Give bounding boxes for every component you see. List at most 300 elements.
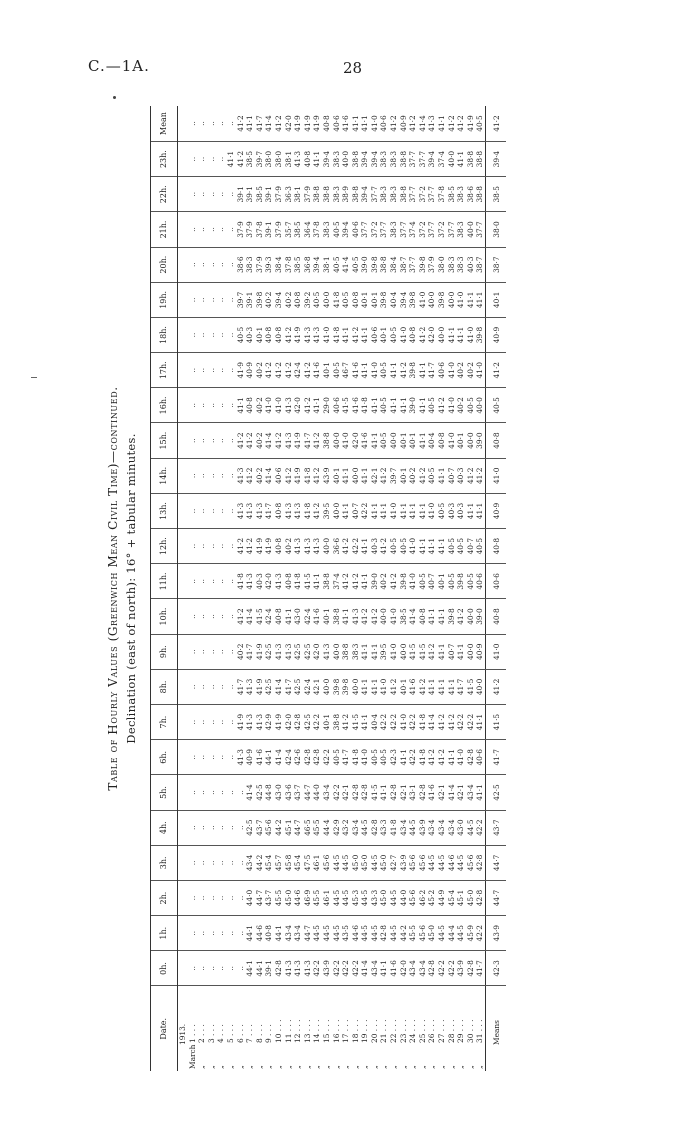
value-cell: 42·2: [312, 951, 322, 986]
value-cell: 37·8: [312, 212, 322, 247]
value-cell: 41·2: [370, 599, 380, 634]
value-cell: 41·4: [341, 247, 351, 282]
mean-value-cell: 43·7: [486, 810, 506, 845]
value-cell: 39·4: [370, 142, 380, 177]
value-cell: 40·0: [332, 423, 342, 458]
value-cell: 42·5: [293, 634, 303, 669]
value-cell: 41·1: [370, 493, 380, 528]
value-cell: 41·1: [408, 493, 418, 528]
value-cell: 43·4: [418, 951, 428, 986]
value-cell: 44·5: [332, 845, 342, 880]
value-cell: 41·1: [360, 669, 370, 704]
value-cell: 40·2: [456, 353, 466, 388]
value-cell: 42·2: [408, 740, 418, 775]
value-cell: 40·5: [389, 317, 399, 352]
value-cell: 39·0: [475, 599, 485, 634]
value-cell: 45·4: [447, 880, 457, 915]
day-number: 25: [417, 1033, 427, 1043]
month-label: „: [427, 1065, 437, 1069]
value-cell: 41·9: [293, 317, 303, 352]
value-cell: 39·8: [456, 564, 466, 599]
value-cell: 37·2: [370, 212, 380, 247]
value-cell: 41·1: [399, 740, 409, 775]
value-cell: 37·7: [370, 177, 380, 212]
month-label: „: [264, 1065, 274, 1069]
table-row: [226, 106, 236, 1071]
value-cell: ..: [207, 810, 217, 845]
value-cell: 39·4: [399, 282, 409, 317]
value-cell: 41·4: [447, 775, 457, 810]
value-cell: ..: [226, 845, 236, 880]
value-cell: 44·5: [427, 845, 437, 880]
value-cell: 39·4: [274, 282, 284, 317]
table-row: [360, 106, 370, 1071]
value-cell: 40·0: [322, 669, 332, 704]
table-row: [351, 106, 361, 1071]
value-cell: 41·7: [264, 493, 274, 528]
value-cell: 40·5: [370, 740, 380, 775]
value-cell: ..: [197, 317, 207, 352]
value-cell: 39·8: [475, 317, 485, 352]
value-cell: 39·1: [245, 177, 255, 212]
month-label: „: [379, 1065, 389, 1069]
value-cell: ..: [188, 106, 198, 142]
value-cell: 37·8: [437, 177, 447, 212]
value-cell: 40·1: [255, 317, 265, 352]
value-cell: 37·9: [274, 177, 284, 212]
value-cell: ..: [216, 705, 226, 740]
value-cell: 42·0: [399, 951, 409, 986]
value-cell: 45·9: [466, 916, 476, 951]
value-cell: 41·7: [427, 353, 437, 388]
value-cell: 41·2: [418, 317, 428, 352]
value-cell: 41·2: [236, 106, 246, 142]
value-cell: ..: [197, 599, 207, 634]
value-cell: 40·0: [447, 282, 457, 317]
value-cell: ..: [226, 282, 236, 317]
value-cell: ..: [207, 916, 217, 951]
value-cell: 44·5: [437, 916, 447, 951]
value-cell: ..: [188, 529, 198, 564]
value-cell: ..: [188, 388, 198, 423]
value-cell: 41·9: [293, 458, 303, 493]
value-cell: 40·8: [274, 493, 284, 528]
value-cell: 45·0: [466, 880, 476, 915]
value-cell: 41·2: [274, 106, 284, 142]
value-cell: 41·2: [437, 388, 447, 423]
value-cell: 42·2: [437, 951, 447, 986]
value-cell: 40·5: [475, 106, 485, 142]
value-cell: ..: [226, 951, 236, 986]
value-cell: ..: [226, 810, 236, 845]
value-cell: 41·2: [447, 106, 457, 142]
value-cell: 42·5: [264, 634, 274, 669]
value-cell: 41·3: [255, 493, 265, 528]
value-cell: 41·0: [264, 388, 274, 423]
value-cell: 39·8: [447, 599, 457, 634]
value-cell: 41·3: [284, 423, 294, 458]
value-cell: 40·7: [466, 529, 476, 564]
value-cell: 41·8: [389, 810, 399, 845]
value-cell: 43·4: [351, 810, 361, 845]
value-cell: ..: [188, 282, 198, 317]
value-cell: 40·3: [466, 247, 476, 282]
day-number: 8: [254, 1038, 264, 1043]
value-cell: 41·2: [274, 423, 284, 458]
month-label: „: [216, 1065, 226, 1069]
value-cell: ..: [226, 388, 236, 423]
value-cell: 40·2: [255, 458, 265, 493]
value-cell: 42·0: [427, 317, 437, 352]
value-cell: 39·8: [379, 282, 389, 317]
date-cell: „16 . . .: [331, 1019, 341, 1069]
hour-header: 11h.: [151, 564, 178, 599]
value-cell: 42·8: [466, 951, 476, 986]
value-cell: 41·1: [437, 599, 447, 634]
value-cell: 41·1: [236, 388, 246, 423]
value-cell: 40·6: [379, 106, 389, 142]
value-cell: 42·2: [389, 705, 399, 740]
value-cell: 41·8: [236, 564, 246, 599]
value-cell: 40·8: [274, 599, 284, 634]
value-cell: 41·2: [284, 317, 294, 352]
month-label: „: [225, 1065, 235, 1069]
value-cell: 40·0: [475, 388, 485, 423]
mean-value-cell: 44·7: [486, 845, 506, 880]
value-cell: ..: [216, 423, 226, 458]
value-cell: 41·5: [303, 564, 313, 599]
value-cell: 38·3: [456, 177, 466, 212]
value-cell: 40·8: [418, 599, 428, 634]
value-cell: 42·4: [303, 599, 313, 634]
month-label: „: [245, 1065, 255, 1069]
value-cell: 41·0: [447, 388, 457, 423]
value-cell: ..: [226, 317, 236, 352]
value-cell: ..: [226, 916, 236, 951]
value-cell: 41·2: [466, 458, 476, 493]
value-cell: 39·5: [322, 493, 332, 528]
value-cell: 42·4: [264, 599, 274, 634]
value-cell: 40·2: [255, 388, 265, 423]
value-cell: 44·6: [351, 916, 361, 951]
page-number: 28: [343, 59, 363, 77]
hour-header: 5h.: [151, 775, 178, 810]
value-cell: ..: [197, 740, 207, 775]
value-cell: 40·5: [418, 564, 428, 599]
value-cell: 42·2: [360, 493, 370, 528]
value-cell: 41·3: [236, 493, 246, 528]
value-cell: 44·5: [466, 810, 476, 845]
value-cell: 44·5: [360, 810, 370, 845]
value-cell: 41·3: [303, 529, 313, 564]
value-cell: 40·0: [466, 634, 476, 669]
value-cell: 44·2: [399, 916, 409, 951]
value-cell: 41·0: [370, 106, 380, 142]
value-cell: 42·1: [399, 775, 409, 810]
value-cell: 41·3: [303, 951, 313, 986]
value-cell: 37·8: [255, 212, 265, 247]
value-cell: 41·5: [370, 775, 380, 810]
month-label: „: [360, 1065, 370, 1069]
value-cell: 40·0: [332, 493, 342, 528]
value-cell: 38·7: [399, 247, 409, 282]
value-cell: 43·4: [322, 775, 332, 810]
value-cell: 41·1: [427, 529, 437, 564]
date-cell: „4 . . .: [216, 1024, 226, 1069]
day-number: 15: [321, 1033, 331, 1043]
value-cell: 41·1: [475, 775, 485, 810]
value-cell: 41·1: [360, 705, 370, 740]
value-cell: 40·9: [245, 353, 255, 388]
table-row: [284, 106, 294, 1071]
value-cell: ..: [188, 705, 198, 740]
value-cell: 41·3: [284, 951, 294, 986]
value-cell: 37·2: [437, 212, 447, 247]
value-cell: 42·2: [332, 951, 342, 986]
value-cell: 39·0: [475, 423, 485, 458]
value-cell: 38·5: [447, 177, 457, 212]
value-cell: ..: [226, 177, 236, 212]
value-cell: 44·5: [456, 916, 466, 951]
month-label: „: [235, 1065, 245, 1069]
value-cell: 41·4: [427, 705, 437, 740]
value-cell: 38·6: [466, 177, 476, 212]
value-cell: ..: [188, 740, 198, 775]
value-cell: ..: [216, 564, 226, 599]
value-cell: 41·2: [379, 529, 389, 564]
value-cell: 45·6: [322, 845, 332, 880]
table-row: [216, 106, 226, 1071]
value-cell: ..: [207, 740, 217, 775]
value-cell: 40·2: [284, 529, 294, 564]
value-cell: 38·3: [389, 212, 399, 247]
value-cell: 41·3: [427, 106, 437, 142]
value-cell: 41·5: [341, 388, 351, 423]
value-cell: 44·7: [293, 810, 303, 845]
table-row: [379, 106, 389, 1071]
value-cell: 40·5: [447, 529, 457, 564]
month-label: „: [254, 1065, 264, 1069]
value-cell: ..: [207, 599, 217, 634]
value-cell: 42·9: [332, 810, 342, 845]
month-label: „: [321, 1065, 331, 1069]
value-cell: 42·8: [351, 775, 361, 810]
value-cell: 41·2: [389, 669, 399, 704]
table-row: [475, 106, 485, 1071]
value-cell: 41·4: [418, 106, 428, 142]
table-row: [427, 106, 437, 1071]
mean-value-cell: 41·0: [486, 458, 506, 493]
value-cell: ..: [188, 916, 198, 951]
date-cell: „6 . . .: [235, 1024, 245, 1069]
value-cell: 40·5: [475, 529, 485, 564]
month-label: „: [206, 1065, 216, 1069]
value-cell: 41·9: [274, 705, 284, 740]
value-cell: ..: [226, 529, 236, 564]
value-cell: 41·1: [475, 282, 485, 317]
hour-header: 15h.: [151, 423, 178, 458]
value-cell: ..: [236, 810, 246, 845]
value-cell: 44·5: [341, 845, 351, 880]
value-cell: 40·9: [475, 634, 485, 669]
day-number: 28: [446, 1033, 456, 1043]
value-cell: 40·1: [399, 458, 409, 493]
date-cell: „17 . . .: [341, 1019, 351, 1069]
day-number: 1: [187, 1038, 197, 1043]
value-cell: 41·3: [303, 317, 313, 352]
value-cell: ..: [207, 317, 217, 352]
value-cell: 38·9: [341, 177, 351, 212]
value-cell: 44·5: [312, 916, 322, 951]
value-cell: 41·3: [245, 705, 255, 740]
value-cell: 40·5: [312, 282, 322, 317]
month-label: „: [197, 1065, 207, 1069]
value-cell: 36·4: [303, 212, 313, 247]
value-cell: 39·1: [264, 212, 274, 247]
value-cell: 40·5: [447, 564, 457, 599]
value-cell: 44·5: [332, 880, 342, 915]
value-cell: 42·8: [475, 880, 485, 915]
value-cell: 41·3: [293, 951, 303, 986]
value-cell: 41·1: [370, 423, 380, 458]
value-cell: 42·8: [379, 916, 389, 951]
month-label: „: [273, 1065, 283, 1069]
value-cell: 38·5: [399, 599, 409, 634]
value-cell: 43·4: [466, 775, 476, 810]
value-cell: 40·0: [351, 458, 361, 493]
value-cell: 40·7: [351, 493, 361, 528]
value-cell: 44·4: [322, 810, 332, 845]
value-cell: 40·9: [399, 106, 409, 142]
month-label: „: [408, 1065, 418, 1069]
value-cell: ..: [216, 106, 226, 142]
value-cell: 41·4: [408, 599, 418, 634]
value-cell: 41·8: [360, 388, 370, 423]
value-cell: 38·3: [245, 247, 255, 282]
value-cell: 43·9: [399, 845, 409, 880]
value-cell: ..: [226, 353, 236, 388]
day-number: 14: [312, 1033, 322, 1043]
value-cell: 39·8: [255, 282, 265, 317]
value-cell: 41·3: [284, 493, 294, 528]
value-cell: ..: [216, 247, 226, 282]
value-cell: 41·0: [399, 705, 409, 740]
value-cell: 43·0: [456, 810, 466, 845]
month-label: „: [456, 1065, 466, 1069]
value-cell: ..: [216, 212, 226, 247]
value-cell: 38·3: [456, 247, 466, 282]
value-cell: 44·1: [245, 916, 255, 951]
value-cell: 40·1: [370, 282, 380, 317]
value-cell: 40·0: [466, 212, 476, 247]
value-cell: 43·0: [293, 599, 303, 634]
value-cell: 38·8: [322, 177, 332, 212]
value-cell: ..: [207, 775, 217, 810]
value-cell: 41·1: [427, 599, 437, 634]
value-cell: 42·1: [437, 775, 447, 810]
value-cell: ..: [207, 212, 217, 247]
value-cell: ..: [188, 775, 198, 810]
value-cell: 45·0: [379, 880, 389, 915]
value-cell: ..: [197, 177, 207, 212]
mean-value-cell: 39·4: [486, 142, 506, 177]
value-cell: 40·6: [370, 317, 380, 352]
value-cell: 41·7: [245, 634, 255, 669]
value-cell: 45·5: [408, 916, 418, 951]
value-cell: ..: [188, 669, 198, 704]
value-cell: 41·1: [466, 493, 476, 528]
month-label: „: [389, 1065, 399, 1069]
value-cell: 41·1: [341, 458, 351, 493]
value-cell: 42·5: [255, 775, 265, 810]
value-cell: 41·3: [236, 740, 246, 775]
value-cell: ..: [197, 247, 207, 282]
value-cell: 40·1: [322, 353, 332, 388]
value-cell: 38·6: [236, 247, 246, 282]
value-cell: 41·1: [341, 493, 351, 528]
value-cell: 41·1: [399, 388, 409, 423]
table-row: [197, 106, 207, 1071]
value-cell: 41·0: [379, 669, 389, 704]
value-cell: ..: [226, 740, 236, 775]
value-cell: 40·2: [466, 353, 476, 388]
value-cell: ..: [207, 142, 217, 177]
means-label: Means: [486, 986, 506, 1071]
value-cell: 40·0: [379, 599, 389, 634]
value-cell: 45·5: [312, 880, 322, 915]
value-cell: 41·1: [475, 705, 485, 740]
value-cell: 44·4: [447, 916, 457, 951]
value-cell: ..: [216, 282, 226, 317]
value-cell: 43·7: [293, 775, 303, 810]
value-cell: ..: [207, 353, 217, 388]
value-cell: 43·9: [322, 951, 332, 986]
value-cell: ..: [226, 705, 236, 740]
date-cell: „27 . . .: [437, 1019, 447, 1069]
value-cell: 38·3: [379, 142, 389, 177]
value-cell: 41·0: [408, 564, 418, 599]
value-cell: ..: [216, 775, 226, 810]
value-cell: ..: [197, 775, 207, 810]
value-cell: 42·2: [351, 529, 361, 564]
mean-value-cell: 40·8: [486, 529, 506, 564]
value-cell: ..: [197, 634, 207, 669]
value-cell: 43·3: [379, 810, 389, 845]
value-cell: 37·7: [475, 212, 485, 247]
value-cell: 41·1: [360, 458, 370, 493]
mean-value-cell: 41·7: [486, 740, 506, 775]
value-cell: ..: [216, 458, 226, 493]
value-cell: 42·1: [370, 458, 380, 493]
value-cell: 40·3: [255, 564, 265, 599]
value-cell: ..: [188, 493, 198, 528]
value-cell: 38·3: [332, 142, 342, 177]
value-cell: 41·0: [360, 740, 370, 775]
day-number: 17: [341, 1033, 351, 1043]
value-cell: ..: [207, 845, 217, 880]
value-cell: 43·1: [408, 775, 418, 810]
value-cell: 41·2: [312, 458, 322, 493]
value-cell: 41·0: [322, 317, 332, 352]
value-cell: 43·7: [264, 880, 274, 915]
value-cell: 43·3: [370, 880, 380, 915]
value-cell: 37·7: [427, 177, 437, 212]
mean-value-cell: 41·0: [486, 634, 506, 669]
value-cell: 41·1: [370, 634, 380, 669]
value-cell: 40·1: [399, 669, 409, 704]
value-cell: 41·2: [303, 353, 313, 388]
value-cell: ..: [216, 634, 226, 669]
